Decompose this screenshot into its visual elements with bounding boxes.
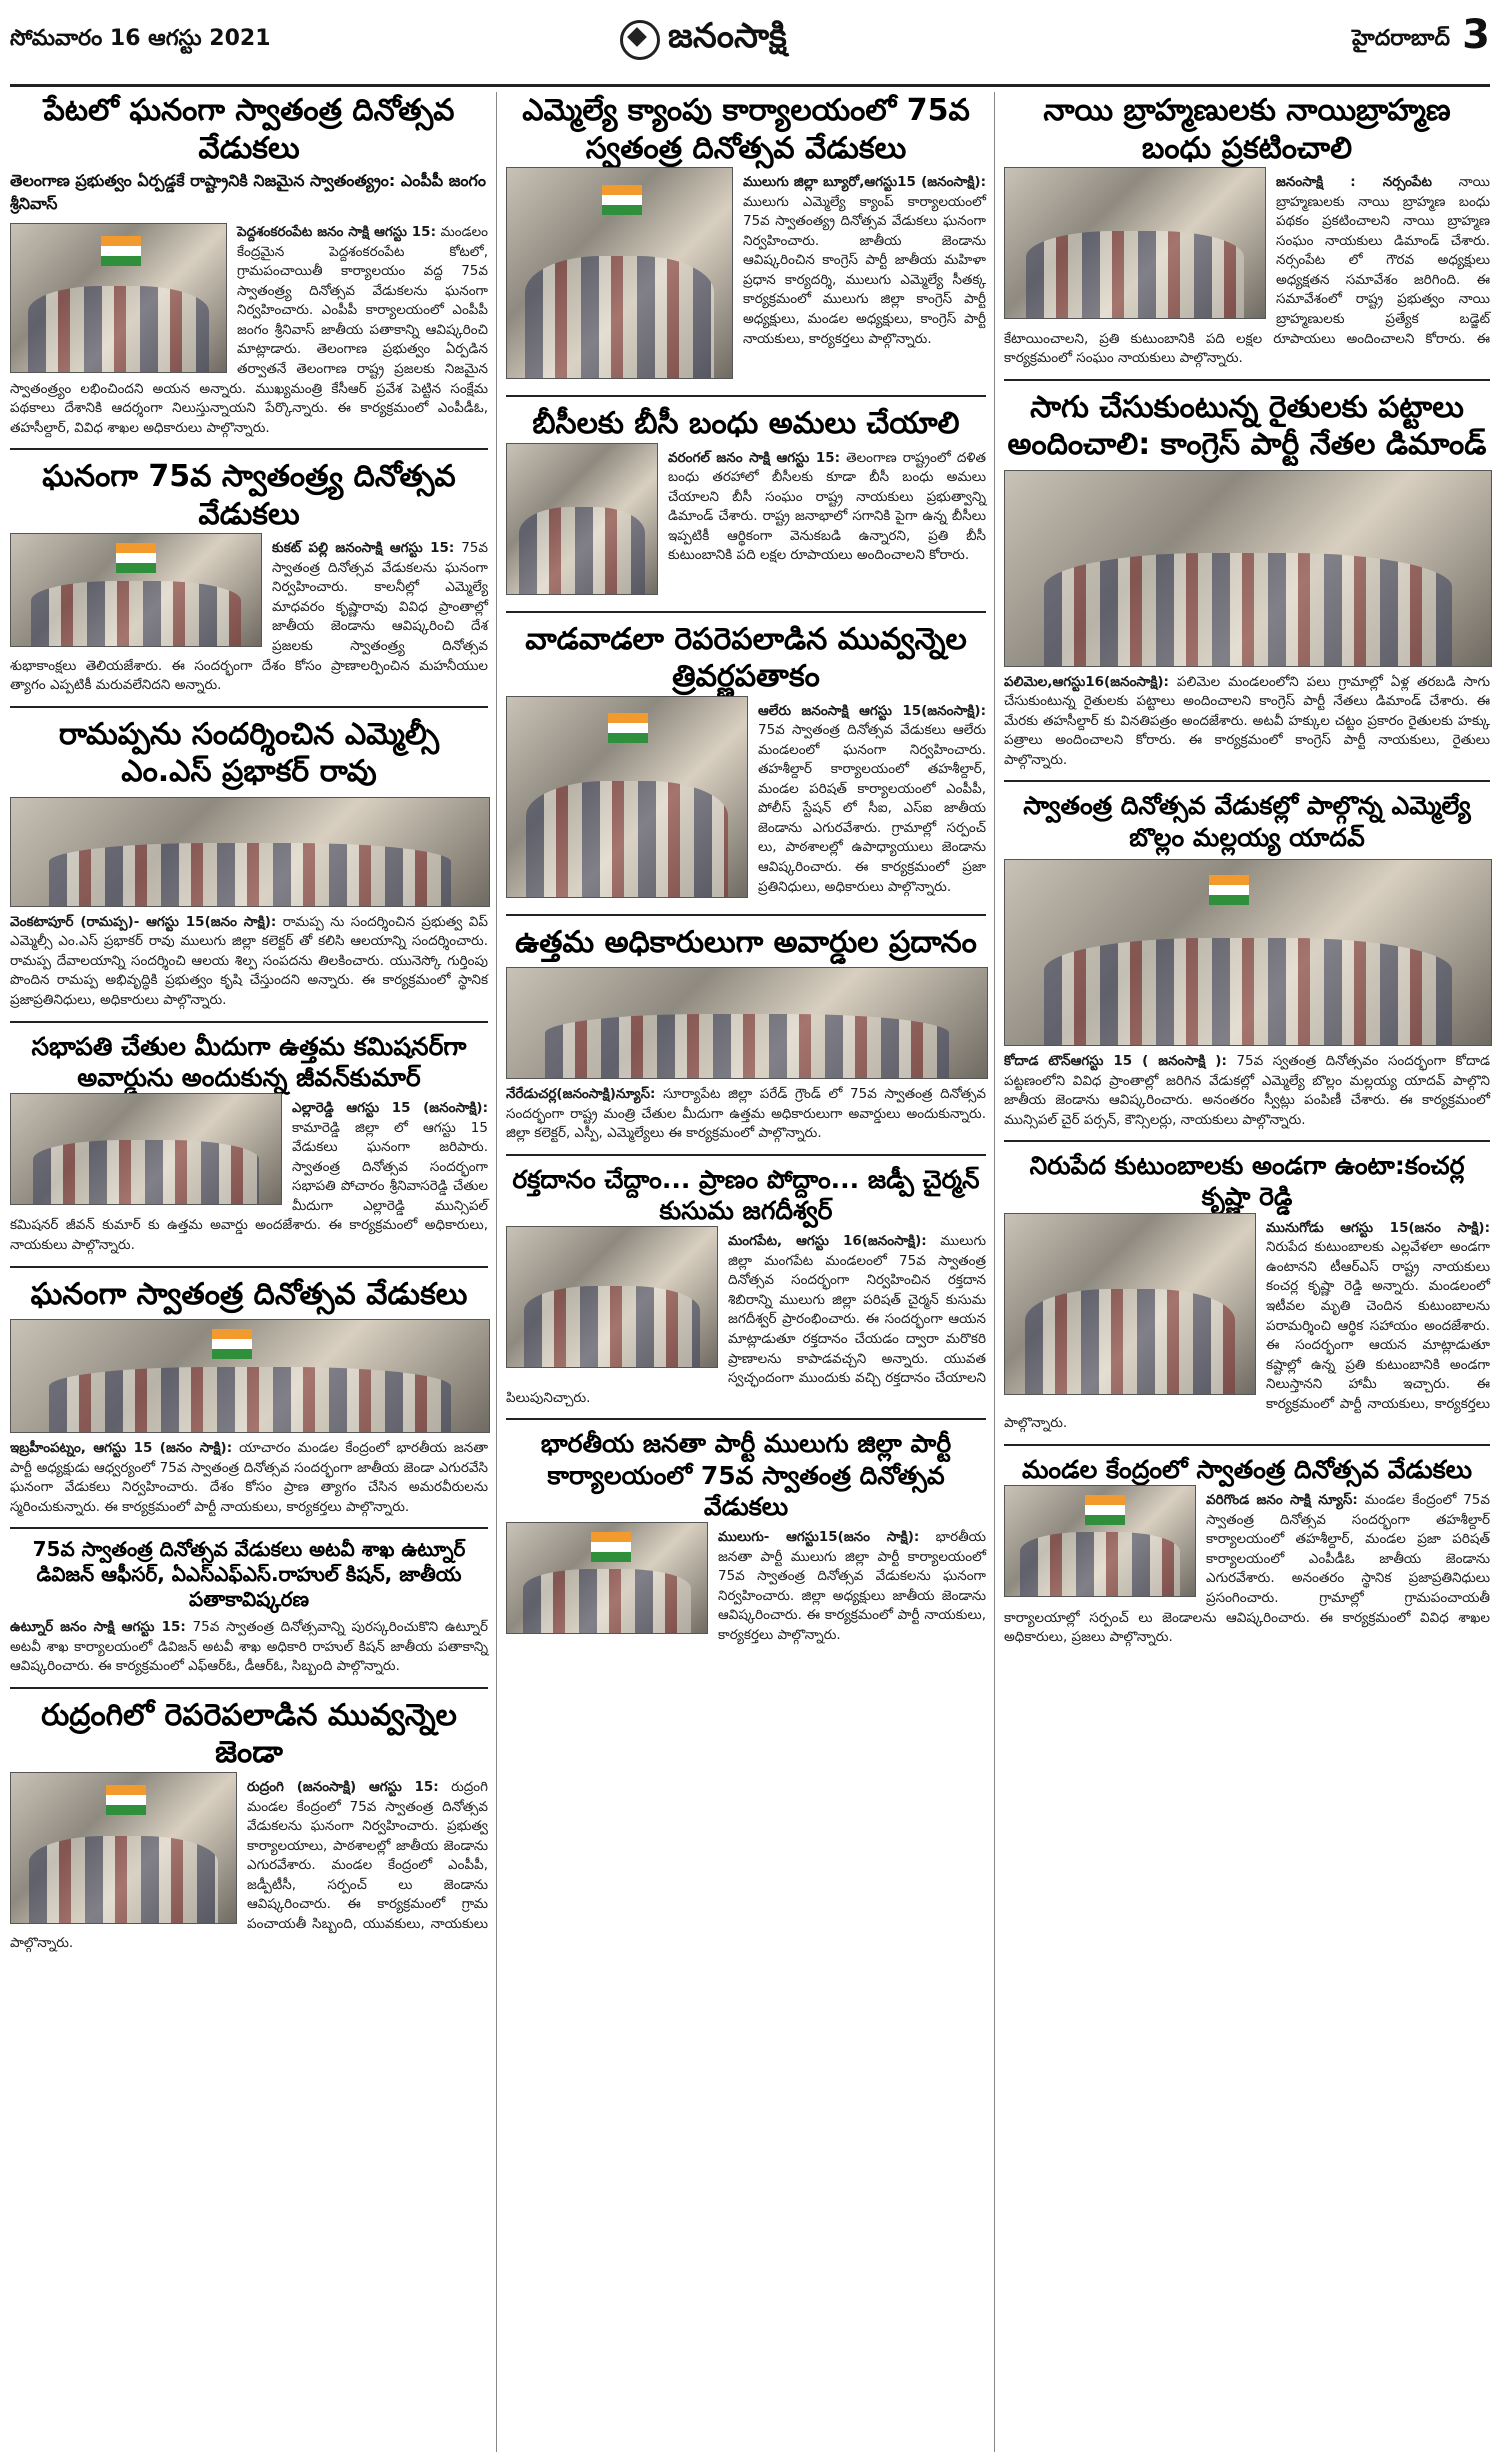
article-headline: ఉత్తమ అధికారులుగా అవార్డుల ప్రదానం bbox=[515, 924, 977, 960]
article-photo bbox=[10, 1319, 490, 1433]
article bbox=[506, 1428, 986, 1645]
article-headline: సభాపతి చేతుల మీదుగా ఉత్తమ కమిషనర్‌గా అవార్డును అందుకున్న జీవన్‌కుమార్ bbox=[31, 1031, 467, 1092]
article-dateline: వరిగొండ జనం సాక్షి న్యూస్: bbox=[1206, 1492, 1358, 1509]
article bbox=[1004, 389, 1490, 771]
divider bbox=[10, 448, 488, 450]
article-subheadline: తెలంగాణ ప్రభుత్వం ఏర్పడ్డకే రాష్ట్రానికి నిజమైన స్వాతంత్య్రం: ఎంపీపీ జంగం శ్రీనివాస్ bbox=[10, 171, 486, 213]
article bbox=[506, 621, 986, 904]
article-text: తెలంగాణ రాష్ట్రంలో దళిత బంధు తరహాలో బీసీలకు కూడా బీసీ బంధు అమలు చేయాలని బీసీ సంఘం రాష్ట్ర నాయకులు ప్రభుత్వాన్ని డిమాండ్ చేశారు. రాష్ట్ర జనాభాలో సగానికి పైగా ఉన్న బీసీలు ఇప్పటికీ ఆర్థికంగా వెనుకబడి ఉన్నారని, ప్రతి బీసీ కుటుంబానికి పది లక్షల రూపాయలు అందించాలని కోరారు. bbox=[668, 449, 986, 564]
article-photo bbox=[506, 696, 748, 898]
article bbox=[10, 458, 488, 696]
article-headline: రామప్పను సందర్శించిన ఎమ్మెల్సీ ఎం.ఎస్ ప్రభాకర్ రావు bbox=[58, 716, 440, 790]
article-text: రుద్రంగి మండల కేంద్రంలో 75వ స్వాతంత్ర దినోత్సవ వేడుకలను ఘనంగా నిర్వహించారు. ప్రభుత్వ కార్యాలయాలు, పాఠశాలల్లో జాతీయ జెండాను ఎగురవేశారు. మండల కేంద్రంలో ఎంపీపీ, జడ్పీటీసీ, సర్పంచ్ లు జెండాను ఆవిష్కరించారు. ఈ కార్యక్రమంలో గ్రామ పంచాయతీ సిబ్బంది, యువకులు, నాయకులు పాల్గొన్నారు. bbox=[10, 1778, 488, 1952]
article-photo bbox=[1004, 859, 1492, 1046]
article bbox=[10, 92, 488, 438]
article-text: ములుగు జిల్లా మంగపేట మండలంలో 75వ స్వాతంత్ర దినోత్సవ సందర్భంగా నిర్వహించిన రక్తదాన శిబిరాన్ని ములుగు జిల్లా పరిషత్ చైర్మన్ కుసుమ జగదీశ్వర్ ప్రారంభించారు. ఈ సందర్భంగా ఆయన మాట్లాడుతూ రక్తదానం చేయడం ద్వారా మరొకరి ప్రాణాలను కాపాడవచ్చని అన్నారు. యువత స్వచ్ఛందంగా ముందుకు వచ్చి రక్తదానం చేయాలని పిలుపునిచ్చారు. bbox=[506, 1233, 986, 1406]
article-dateline: ఎల్లారెడ్డి ఆగస్టు 15 (జనంసాక్షి): bbox=[292, 1100, 488, 1116]
article-dateline: పలిమెల,ఆగస్టు16(జనంసాక్షి): bbox=[1004, 673, 1169, 690]
article bbox=[10, 1537, 488, 1677]
article-headline: వాడవాడలా రెపరెపలాడిన మువ్వన్నెల త్రివర్ణపతాకం bbox=[525, 621, 967, 694]
article-body bbox=[10, 1618, 488, 1677]
article-text: సూర్యాపేట జిల్లా పరేడ్ గ్రౌండ్ లో 75వ స్వాతంత్ర దినోత్సవ సందర్భంగా రాష్ట్ర మంత్రి చేతుల మీదుగా ఉత్తమ అధికారులుగా అవార్డులు అందుకున్నారు. జిల్లా కలెక్టర్, ఎస్పీ, ఎమ్మెల్యేలు ఈ కార్యక్రమంలో పాల్గొన్నారు. bbox=[506, 1086, 986, 1142]
article-dateline: జనంసాక్షి : నర్సంపేట bbox=[1276, 174, 1432, 190]
article bbox=[10, 1031, 488, 1256]
article-headline: భారతీయ జనతా పార్టీ ములుగు జిల్లా పార్టీ కార్యాలయంలో 75వ స్వాతంత్ర దినోత్సవ వేడుకలు bbox=[540, 1429, 952, 1521]
article-photo bbox=[10, 533, 262, 647]
article-photo bbox=[10, 1772, 237, 1924]
article-dateline: కోదాడ టౌన్ఆగస్టు 15 ( జనంసాక్షి ): bbox=[1004, 1052, 1227, 1069]
column-divider bbox=[994, 92, 995, 2452]
article-body bbox=[1004, 673, 1490, 771]
article-photo bbox=[10, 223, 227, 373]
article-dateline: నేరేడుచర్ల(జనంసాక్షి)న్యూస్: bbox=[506, 1086, 656, 1102]
article-text: మండలం కేంద్రమైన పెద్దశంకరంపేట కోటలో, గ్రామపంచాయితీ కార్యాలయం వద్ద 75వ స్వాతంత్ర్య దినోత్సవ వేడుకలను ఘనంగా నిర్వహించారు. ఎంపీపీ కార్యాలయంలో ఎంపీపీ జంగం శ్రీనివాస్ జాతీయ పతాకాన్ని ఆవిష్కరించి మాట్లాడారు. తెలంగాణ ప్రభుత్వం ఏర్పడిన తర్వాతనే తెలంగాణ రాష్ట్ర ప్రజలకు నిజమైన స్వాతంత్ర్యం లభించిందని అయన అన్నారు. ముఖ్యమంత్రి కేసీఆర్ ప్రవేశ పెట్టిన సంక్షేమ పథకాలు దేశానికి ఆదర్శంగా నిలుస్తున్నాయని పేర్కొన్నారు. ఈ కార్యక్రమంలో ఎంపీడీఓ, తహసీల్దార్, వివిధ శాఖల అధికారులు పాల్గొన్నారు. bbox=[10, 224, 489, 436]
article bbox=[1004, 92, 1490, 369]
article-headline: బీసీలకు బీసీ బంధు అమలు చేయాలి bbox=[532, 406, 960, 441]
article-body bbox=[506, 1085, 986, 1144]
article bbox=[506, 924, 986, 1144]
article-text: ములుగు ఎమ్మెల్యే క్యాంప్ కార్యాలయంలో 75వ స్వాతంత్య్ర దినోత్సవ వేడుకలు ఘనంగా నిర్వహించారు. జాతీయ జెండాను ఆవిష్కరించిన కాంగ్రెస్ పార్టీ జాతీయ మహిళా ప్రధాన కార్యదర్శి, ములుగు ఎమ్మెల్యే సీతక్క కార్యక్రమంలో ములుగు జిల్లా కాంగ్రెస్ పార్టీ అధ్యక్షులు, మండల అధ్యక్షులు, కాంగ్రెస్ పార్టీ నాయకులు, కార్యకర్తలు పాల్గొన్నారు. bbox=[743, 193, 986, 347]
divider bbox=[10, 1687, 488, 1689]
article-text: 75వ స్వాతంత్ర దినోత్సవ వేడుకలను ఘనంగా నిర్వహించారు. కాలనీల్లో ఎమ్మెల్యే మాధవరం కృష్ణారావు వివిధ ప్రాంతాల్లో జాతీయ జెండాను ఆవిష్కరించి దేశ ప్రజలకు స్వాతంత్ర్య దినోత్సవ శుభాకాంక్షలు తెలియజేశారు. ఈ సందర్భంగా దేశం కోసం ప్రాణాలర్పించిన మహనీయుల త్యాగం ఎప్పటికీ మరువలేనిదని అన్నారు. bbox=[10, 540, 488, 694]
article-headline: ఘనంగా 75వ స్వాతంత్ర్య దినోత్సవ వేడుకలు bbox=[42, 459, 456, 532]
article-headline: సాగు చేసుకుంటున్న రైతులకు పట్టాలు అందించాలి: కాంగ్రెస్ పార్టీ నేతల డిమాండ్ bbox=[1007, 389, 1487, 463]
divider bbox=[10, 1021, 488, 1023]
article-body bbox=[1004, 1052, 1490, 1130]
article bbox=[506, 92, 986, 385]
article-dateline: ఇబ్రహీంపట్నం, ఆగస్టు 15 (జనం సాక్షి): bbox=[10, 1440, 233, 1456]
article-dateline: రుద్రంగి (జనంసాక్షి) ఆగస్టు 15: bbox=[247, 1778, 439, 1795]
article-dateline: వరంగల్ జనం సాక్షి ఆగస్టు 15: bbox=[668, 449, 841, 466]
brand-name: జనంసాక్షి bbox=[668, 16, 787, 56]
article-headline: నిరుపేద కుటుంబాలకు అండగా ఉంటా:కంచర్ల కృష్ణా రెడ్డి bbox=[1029, 1151, 1465, 1212]
article-photo bbox=[506, 1226, 718, 1368]
article-text: నిరుపేద కుటుంబాలకు ఎల్లవేళలా అండగా ఉంటానని టీఆర్ఎస్ రాష్ట్ర నాయకులు కంచర్ల కృష్ణా రెడ్డి అన్నారు. మండలంలో ఇటీవల మృతి చెందిన కుటుంబాలను పరామర్శించి ఆర్థిక సహాయం అందజేశారు. ఈ సందర్భంగా ఆయన మాట్లాడుతూ కష్టాల్లో ఉన్న ప్రతి కుటుంబానికి అండగా నిలుస్తానని హామీ ఇచ్చారు. ఈ కార్యక్రమంలో పార్టీ నాయకులు, కార్యకర్తలు పాల్గొన్నారు. bbox=[1004, 1239, 1490, 1432]
divider bbox=[506, 611, 986, 613]
article-body bbox=[10, 913, 488, 1011]
article bbox=[10, 716, 488, 1011]
divider bbox=[10, 706, 488, 708]
article bbox=[1004, 1150, 1490, 1434]
divider bbox=[506, 1418, 986, 1420]
article-headline: నాయి బ్రాహ్మణులకు నాయిబ్రాహ్మణ బంధు ప్రకటించాలి bbox=[1043, 93, 1451, 166]
article bbox=[10, 1697, 488, 1954]
masthead bbox=[10, 6, 1490, 87]
article-dateline: ములుగు జిల్లా బ్యూరో,ఆగస్టు15 (జనంసాక్షి): bbox=[743, 174, 986, 190]
article-headline: స్వాతంత్ర దినోత్సవ వేడుకల్లో పాల్గొన్న ఎమ్మెల్యే బొల్లం మల్లయ్య యాదవ్ bbox=[1023, 791, 1471, 852]
column-left bbox=[10, 92, 488, 1964]
brand-logo bbox=[620, 16, 787, 64]
article bbox=[506, 1164, 986, 1409]
article-dateline: వెంకటాపూర్ (రామప్ప)- ఆగస్టు 15(జనం సాక్షి): bbox=[10, 913, 277, 930]
article-photo bbox=[506, 443, 658, 595]
article-headline: ఎమ్మెల్యే క్యాంపు కార్యాలయంలో 75వ స్వతంత్ర దినోత్సవ వేడుకలు bbox=[522, 93, 970, 166]
article bbox=[1004, 790, 1490, 1130]
page-number: 3 bbox=[1462, 12, 1490, 58]
article-body bbox=[10, 1439, 488, 1517]
brand-emblem-icon bbox=[620, 20, 660, 60]
divider bbox=[506, 914, 986, 916]
article-headline: 75వ స్వాతంత్ర దినోత్సవ వేడుకలు అటవీ శాఖ ఉట్నూర్ డివిజన్ ఆఫీసర్, ఏఎస్ఎఫ్ఎస్.రాహుల్ కిషన్, జాతీయ పతాకావిష్కరణ bbox=[32, 1537, 466, 1612]
article-headline: పేటలో ఘనంగా స్వాతంత్ర దినోత్సవ వేడుకలు bbox=[43, 93, 455, 166]
article-photo bbox=[1004, 167, 1266, 319]
issue-date: సోమవారం 16 ఆగస్టు 2021 bbox=[10, 26, 271, 51]
article-dateline: ఆలేరు జనంసాక్షి ఆగస్టు 15(జనంసాక్షి): bbox=[758, 702, 986, 719]
article bbox=[506, 405, 986, 601]
divider bbox=[10, 1266, 488, 1268]
divider bbox=[1004, 1444, 1490, 1446]
edition-city: హైదరాబాద్ bbox=[1352, 26, 1450, 51]
divider bbox=[1004, 780, 1490, 782]
divider bbox=[10, 1527, 488, 1529]
article-dateline: కుకట్ పల్లి జనంసాక్షి ఆగస్టు 15: bbox=[272, 540, 455, 557]
article bbox=[10, 1276, 488, 1518]
divider bbox=[1004, 1140, 1490, 1142]
article-text: 75వ స్వతంత్ర దినోత్సవం సందర్భంగా కోదాడ పట్టణంలోని వివిధ ప్రాంతాల్లో జరిగిన వేడుకల్లో ఎమ్మెల్యే బొల్లం మల్లయ్య యాదవ్ పాల్గొని జాతీయ జెండాను ఆవిష్కరించారు. అనంతరం స్వీట్లు పంపిణీ చేశారు. ఈ కార్యక్రమంలో మున్సిపల్ చైర్ పర్సన్, కౌన్సిలర్లు, నాయకులు పాల్గొన్నారు. bbox=[1004, 1052, 1491, 1128]
article-photo bbox=[10, 797, 490, 907]
article-photo bbox=[10, 1093, 282, 1205]
article-dateline: పెద్దశంకరంపేట జనం సాక్షి ఆగస్టు 15: bbox=[237, 224, 436, 240]
divider bbox=[1004, 379, 1490, 381]
article-photo bbox=[506, 167, 733, 379]
column-right bbox=[1004, 92, 1490, 1658]
article-photo bbox=[1004, 1213, 1256, 1395]
article-text: రామప్ప ను సందర్శించిన ప్రభుత్వ విప్ ఎమ్మెల్సీ ఎం.ఎస్ ప్రభాకర్ రావు ములుగు జిల్లా కలెక్టర్ తో కలిసి ఆలయాన్ని సందర్శించారు. రామప్ప దేవాలయాన్ని సందర్శించి ఆలయ శిల్ప సంపదను తిలకించారు. యునెస్కో గుర్తింపు పొందిన రామప్ప అభివృద్ధికి ప్రభుత్వం కృషి చేస్తుందని అన్నారు. ఈ కార్యక్రమంలో స్థానిక ప్రజాప్రతినిధులు, అధికారులు పాల్గొన్నారు. bbox=[10, 913, 489, 1008]
article-photo bbox=[506, 967, 988, 1079]
article-text: 75వ స్వాతంత్ర దినోత్సవాన్ని పురస్కరించుకొని ఉట్నూర్ అటవీ శాఖ కార్యాలయంలో డివిజన్ అటవీ శాఖ అధికారి రాహుల్ కిషన్ జాతీయ పతాకాన్ని ఆవిష్కరించారు. ఈ కార్యక్రమంలో ఎఫ్ఆర్ఓ, డీఆర్ఓ, సిబ్బంది పాల్గొన్నారు. bbox=[10, 1619, 489, 1675]
article-dateline: ఉట్నూర్ జనం సాక్షి ఆగస్టు 15: bbox=[10, 1619, 186, 1636]
article-headline: రక్తదానం చేద్దాం... ప్రాణం పోద్దాం... జడ్పీ చైర్మన్ కుసుమ జగదీశ్వర్ bbox=[512, 1164, 980, 1225]
column-divider bbox=[496, 92, 497, 2452]
divider bbox=[506, 395, 986, 397]
article-text: 75వ స్వాతంత్ర దినోత్సవ వేడుకలు ఆలేరు మండలంలో ఘనంగా నిర్వహించారు. తహశీల్దార్ కార్యాలయంలో తహశీల్దార్, మండల పరిషత్ కార్యాలయంలో ఎంపీపీ, పోలీస్ స్టేషన్ లో సీఐ, ఎస్ఐ జాతీయ జెండాను ఎగురవేశారు. గ్రామాల్లో సర్పంచ్ లు, పాఠశాలల్లో ఉపాధ్యాయులు జెండాను ఆవిష్కరించారు. ఈ కార్యక్రమంలో ప్రజా ప్రతినిధులు, అధికారులు పాల్గొన్నారు. bbox=[758, 722, 986, 895]
article-text: మండల కేంద్రంలో 75వ స్వాతంత్ర దినోత్సవ సందర్భంగా తహశీల్దార్ కార్యాలయంలో తహశీల్దార్, మండల ప్రజా పరిషత్ కార్యాలయంలో ఎంపీడీఓ జాతీయ జెండాను ఎగురవేశారు. అనంతరం స్థానిక ప్రజాప్రతినిధులు ప్రసంగించారు. గ్రామాల్లో గ్రామపంచాయతీ కార్యాలయాల్లో సర్పంచ్ లు జెండాలను ఆవిష్కరించారు. ఈ కార్యక్రమంలో వివిధ శాఖల అధికారులు, ప్రజలు పాల్గొన్నారు. bbox=[1004, 1492, 1490, 1646]
article-headline: మండల కేంద్రంలో స్వాతంత్ర దినోత్సవ వేడుకలు bbox=[1021, 1454, 1473, 1484]
article-dateline: మునుగోడు ఆగస్టు 15(జనం సాక్షి): bbox=[1266, 1219, 1490, 1236]
article-photo bbox=[1004, 470, 1492, 667]
article-text: నాయి బ్రాహ్మణులకు నాయి బ్రాహ్మణ బంధు పథకం ప్రకటించాలని నాయి బ్రాహ్మణ సంఘం నాయకులు డిమాండ్ చేశారు. నర్సంపేట లో గౌరవ అధ్యక్షులు అధ్యక్షతన సమావేశం జరిగింది. ఈ సమావేశంలో రాష్ట్ర ప్రభుత్వం నాయి బ్రాహ్మణులకు ప్రత్యేక బడ్జెట్ కేటాయించాలని, ప్రతి కుటుంబానికి పది లక్షల రూపాయలు అందించాలని కోరారు. ఈ కార్యక్రమంలో సంఘం నాయకులు పాల్గొన్నారు. bbox=[1004, 174, 1490, 367]
article-text: పలిమెల మండలంలోని పలు గ్రామాల్లో ఏళ్ల తరబడి సాగు చేసుకుంటున్న రైతులకు పట్టాలు అందించాలని కాంగ్రెస్ పార్టీ నేతలు డిమాండ్ చేశారు. ఈ మేరకు తహసీల్దార్ కు వినతిపత్రం అందజేశారు. అటవీ హక్కుల చట్టం ప్రకారం రైతులకు హక్కు పత్రాలు అందించాలని కోరారు. ఈ కార్యక్రమంలో కాంగ్రెస్ పార్టీ నాయకులు, రైతులు పాల్గొన్నారు. bbox=[1004, 673, 1490, 768]
article bbox=[1004, 1454, 1490, 1648]
article-photo bbox=[1004, 1485, 1196, 1597]
column-middle bbox=[506, 92, 986, 1655]
article-text: కామారెడ్డి జిల్లా లో ఆగస్టు 15 వేడుకలు ఘనంగా జరిపారు. స్వాతంత్ర దినోత్సవ సందర్భంగా సభాపతి పోచారం శ్రీనివాసరెడ్డి చేతుల మీదుగా ఎల్లారెడ్డి మున్సిపల్ కమిషనర్ జీవన్ కుమార్ కు ఉత్తమ అవార్డు అందజేశారు. ఈ కార్యక్రమంలో అధికారులు, నాయకులు పాల్గొన్నారు. bbox=[10, 1119, 488, 1253]
article-text: యాచారం మండల కేంద్రంలో భారతీయ జనతా పార్టీ అధ్యక్షుడు ఆధ్వర్యంలో 75వ స్వాతంత్ర దినోత్సవ సందర్భంగా జాతీయ జెండా ఎగురవేసి ఘనంగా వేడుకలు నిర్వహించారు. దేశం కోసం ప్రాణ త్యాగం చేసిన అమరవీరులను స్మరించుకున్నారు. ఈ కార్యక్రమంలో పార్టీ నాయకులు, కార్యకర్తలు పాల్గొన్నారు. bbox=[10, 1440, 489, 1515]
article-headline: ఘనంగా స్వాతంత్ర దినోత్సవ వేడుకలు bbox=[30, 1276, 468, 1312]
article-dateline: మంగపేట, ఆగస్టు 16(జనంసాక్షి): bbox=[728, 1233, 927, 1250]
divider bbox=[506, 1154, 986, 1156]
article-text: భారతీయ జనతా పార్టీ ములుగు జిల్లా పార్టీ కార్యాలయంలో 75వ స్వాతంత్ర దినోత్సవ వేడుకలను ఘనంగా నిర్వహించారు. జిల్లా అధ్యక్షులు జాతీయ జెండాను ఆవిష్కరించారు. ఈ కార్యక్రమంలో పార్టీ నాయకులు, కార్యకర్తలు పాల్గొన్నారు. bbox=[718, 1529, 986, 1643]
article-headline: రుద్రంగిలో రెపరెపలాడిన మువ్వన్నెల జెండా bbox=[41, 1697, 457, 1771]
article-photo bbox=[506, 1522, 708, 1634]
article-dateline: ములుగు- ఆగస్టు15(జనం సాక్షి): bbox=[718, 1529, 920, 1545]
